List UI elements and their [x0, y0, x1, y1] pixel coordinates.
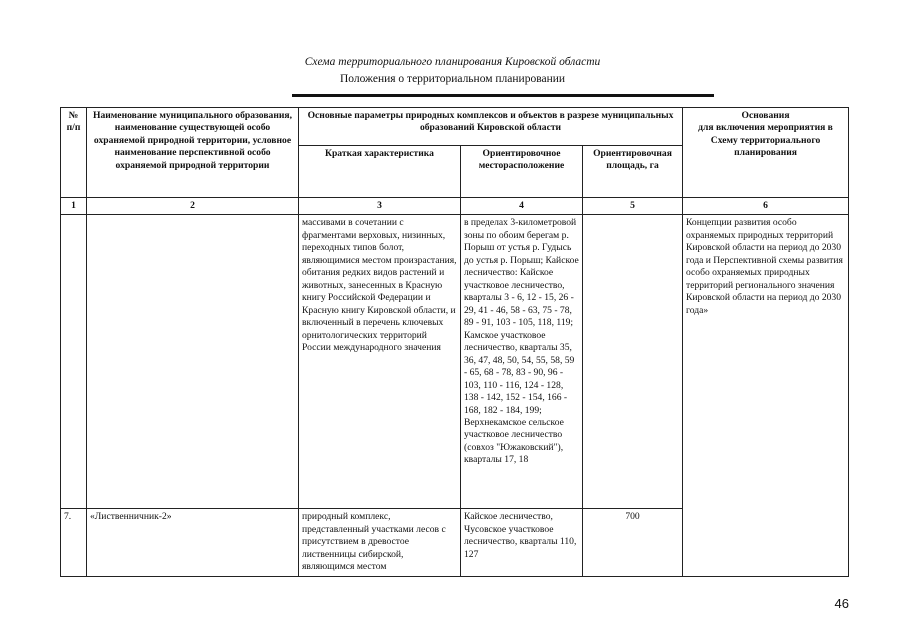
row-location: в пределах 3-километровой зоны по обоим берегам р. Порыш от устья р. Гудысь до устья р. Порыш; Кайское лесничество: Кайское участковое лесничество, кварталы 3 - 6, 12 - 15, 26 - 29, 41 - 46, 58 - 63, 75 - 78, 89 - 91, 103 - 105, 118, 119; Камское участковое лесничество, кварталы 35, 36, 47, 48, 50, 54, 55, 58, 59 - 65, 68 - 78, 83 - 90, 96 - 103, 110 - 116, 124 - 128, 138 - 142, 152 - 154, 166 - 168, 182 - 184, 199; Верхнекамское сельское участковое лесничество (совхоз "Южаковский"), кварталы 17, 18 [461, 215, 583, 509]
column-number: 6 [683, 198, 849, 215]
header-rule [292, 94, 714, 97]
header-col-location: Ориентировочное месторасположение [461, 146, 583, 198]
row-brief: природный комплекс, представленный участками лесов с присутствием в древостое лиственницы сибирской, являющимся местом [299, 509, 461, 577]
header-col-name: Наименование муниципального образования, наименование существующей особо охраняемой природной территории, условное наименование перспективной особо охраняемой природной территории [87, 108, 299, 198]
row-area [583, 215, 683, 509]
column-number-row [61, 198, 849, 215]
planning-table [60, 107, 849, 577]
row-number: 7. [61, 509, 87, 577]
column-number: 1 [61, 198, 87, 215]
header-col-area: Ориентировочная площадь, га [583, 146, 683, 198]
row-brief: массивами в сочетании с фрагментами верховых, низинных, переходных типов болот, являющимися местом произрастания, обитания редких видов растений и животных, занесенных в Красную книгу Российской Федерации и Красную книгу Кировской области, и включенный в перечень ключевых орнитологических территорий России международного значения [299, 215, 461, 509]
header-col-basis: Основания для включения мероприятия в Схему территориального планирования [683, 108, 849, 198]
table-row [61, 215, 849, 509]
row-number [61, 215, 87, 509]
header-col-brief: Краткая характеристика [299, 146, 461, 198]
column-number: 2 [87, 198, 299, 215]
header-col-number: № п/п [61, 108, 87, 198]
column-number: 5 [583, 198, 683, 215]
column-number: 3 [299, 198, 461, 215]
column-number: 4 [461, 198, 583, 215]
header-col-params: Основные параметры природных комплексов и объектов в разрезе муниципальных образований Кировской области [299, 108, 683, 146]
row-name [87, 215, 299, 509]
row-area: 700 [583, 509, 683, 577]
page-number: 46 [834, 596, 849, 611]
document-title: Схема территориального планирования Кировской области [304, 56, 601, 68]
row-basis: Концепции развития особо охраняемых природных территорий Кировской области на период до 2030 года и Перспективной схемы развития особо охраняемых природных территорий регионального значения Кировской области на период до 2030 года» [683, 215, 849, 577]
document-subtitle: Положения о территориальном планировании [339, 73, 566, 85]
row-location: Кайское лесничество, Чусовское участковое лесничество, кварталы 110, 127 [461, 509, 583, 577]
row-name: «Лиственничник-2» [87, 509, 299, 577]
